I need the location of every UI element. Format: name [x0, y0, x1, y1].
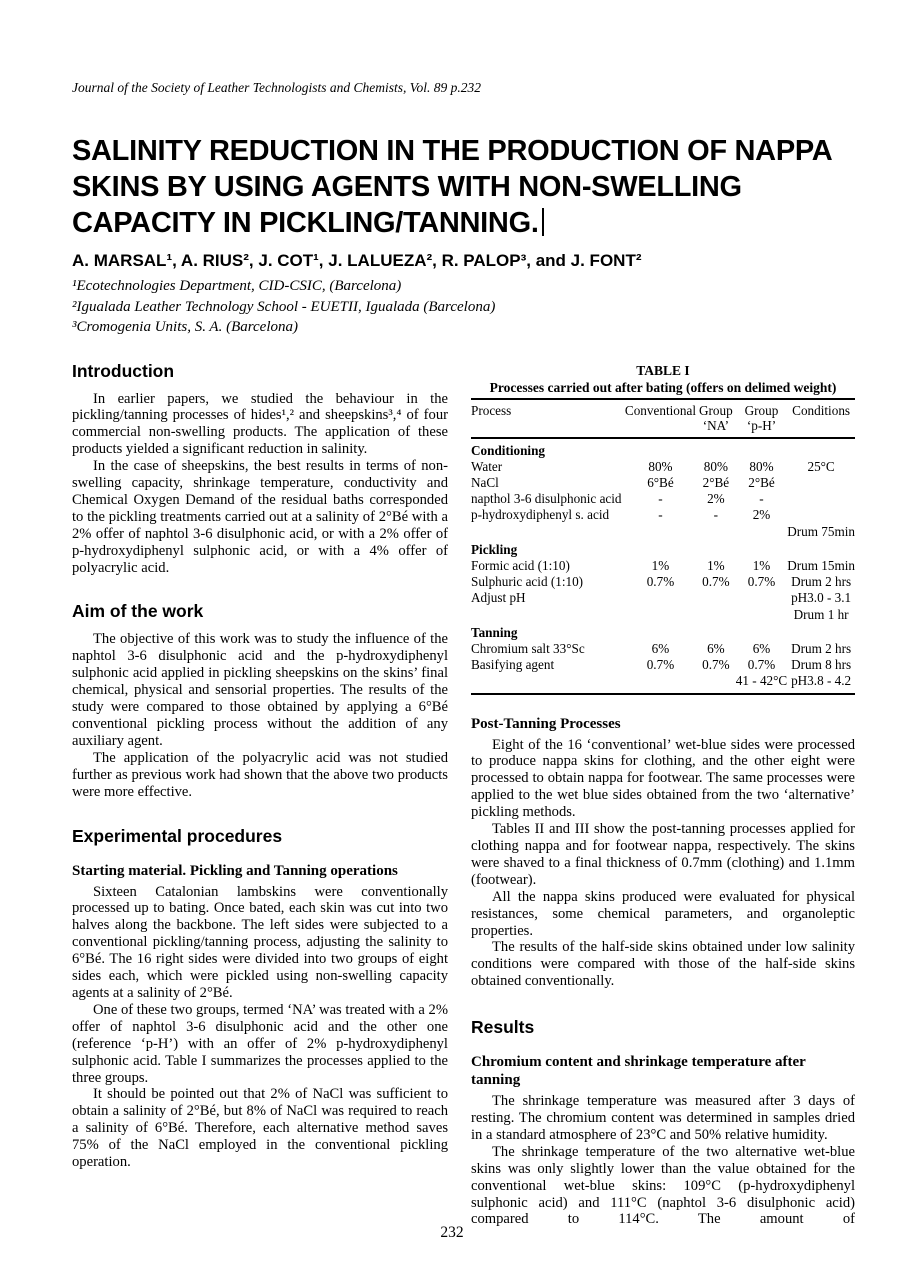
affiliation-line-2: ²Igualada Leather Technology School - EUETII, Igualada (Barcelona) — [72, 298, 496, 315]
section-heading-results: Results — [471, 1017, 535, 1038]
table-cell: - — [658, 507, 663, 523]
chromium-paragraph-1: The shrinkage temperature was measured after 3 days of resting. The chromium content was determined in samples dried in a standard atmosphere of 23°C and 50% relative humidity. — [471, 1093, 855, 1143]
table-cell: Sulphuric acid (1:10) — [471, 574, 584, 590]
starting-material-paragraph-2: One of these two groups, termed ‘NA’ was treated with a 2% offer of naphtol 3-6 disulphonic acid and the other one (reference ‘p-H’) with an offer of 2% p-hydroxydiphenyl sulphonic acid. Table I summarizes the processes applied to the three groups. — [72, 1001, 448, 1086]
column-header-group-ph-line1: Group — [744, 402, 779, 418]
introduction-paragraph-2: In the case of sheepskins, the best results in terms of non-swelling capacity, shrinkage temperature, conductivity and Chemical Oxygen Demand of the residual baths corresponded to the pickling treatments carried out at a salinity of 2°Bé with a 2% offer of naphtol 3-6 disulphonic acid, or with a 2% offer of p-hydroxydiphenyl sulphonic acid, or with a 4% offer of polyacrylic acid. — [72, 458, 448, 576]
table-cell: Drum 8 hrs — [791, 657, 852, 673]
table-cell: 0.7% — [747, 574, 776, 590]
table-cell: - — [759, 491, 764, 507]
table-cell — [736, 590, 787, 606]
subheading-post-tanning: Post-Tanning Processes — [471, 715, 621, 732]
starting-material-paragraph-3: It should be pointed out that 2% of NaCl was sufficient to obtain a salinity of 2°Bé, but 8% of NaCl was required to reach a salinity of 6°Bé. Therefore, each alternative method saves 75% of the NaCl employed in the conventional pickling operation. — [72, 1086, 448, 1171]
table-cell: Drum 15min — [787, 557, 855, 573]
table-cell: Adjust pH — [471, 590, 526, 606]
table-cell: 2% — [752, 507, 771, 523]
table-cell: - — [658, 491, 663, 507]
column-header-conventional: Conventional — [625, 399, 696, 438]
table-cell: 80% — [749, 458, 774, 474]
table-cell: p-hydroxydiphenyl s. acid — [471, 507, 610, 523]
table-cell — [787, 491, 855, 507]
table-cell: Tanning — [471, 624, 518, 640]
table-row-basifying — [471, 657, 855, 673]
table-cell: 6% — [651, 640, 670, 656]
left-column — [72, 359, 448, 1229]
table-cell: 0.7% — [702, 574, 730, 590]
subheading-chromium: Chromium content and shrinkage temperature after tanning — [471, 1054, 806, 1089]
table-cell: 2°Bé — [748, 474, 775, 490]
column-header-group-ph-line2: ‘p-H’ — [746, 417, 777, 433]
column-header-group-na-line1: Group — [699, 402, 733, 418]
table-row-adjust-ph — [471, 590, 855, 606]
table-row-chromium-salt — [471, 641, 855, 657]
table1-title: TABLE I — [636, 362, 690, 378]
table1 — [471, 398, 855, 695]
page-number: 232 — [440, 1224, 464, 1241]
table-cell: Drum 1 hr — [793, 606, 849, 622]
table-cell: pH3.8 - 4.2 — [791, 673, 852, 689]
post-tanning-paragraph-2: Tables II and III show the post-tanning processes applied for clothing nappa and for footwear nappa, respectively. The skins were shaved to a final thickness of 0.7mm (clothing) and 1.1mm (footwear). — [471, 821, 855, 888]
column-header-group-ph — [736, 399, 787, 438]
table-cell — [696, 673, 736, 693]
section-heading-introduction: Introduction — [72, 360, 175, 381]
text-cursor — [542, 208, 544, 236]
post-tanning-paragraph-4: The results of the half-side skins obtained under low salinity conditions were compared with those of the half-side skins obtained conventionally. — [471, 939, 855, 990]
table-cell: Water — [471, 458, 503, 474]
table-cell: 2°Bé — [702, 474, 730, 490]
table-cell — [471, 607, 625, 623]
table-cell: 80% — [703, 458, 728, 474]
table-cell — [787, 475, 855, 491]
subheading-starting-material: Starting material. Pickling and Tanning operations — [72, 862, 398, 879]
column-header-process: Process — [471, 399, 625, 438]
starting-material-paragraph-1: Sixteen Catalonian lambskins were conventionally processed up to bating. Once bated, each skin was cut into two halves along the backbone. The left sides were subjected to a conventional pickling/tanning process, adjusting the salinity to 6°Bé. The 16 right sides were divided into two groups of eight sides each, which were pickled using non-swelling capacity agents at a salinity of 2°Bé. — [72, 883, 448, 1001]
table-row-formic — [471, 558, 855, 574]
table-cell — [625, 607, 696, 623]
aim-paragraph-1: The objective of this work was to study the influence of the naphtol 3-6 disulphonic acid and the p-hydroxydiphenyl sulphonic acid applied in pickling sheepskins on the skins’ final chemical, physical and sensorial properties. The results of the study were compared to those obtained by applying a 6°Bé conventional pickling process without the addition of any auxiliary agent. — [72, 631, 448, 749]
table-cell — [736, 524, 787, 540]
page-content — [72, 0, 855, 1228]
table-cell: 2% — [707, 491, 725, 507]
table-cell: Drum 2 hrs — [791, 574, 852, 590]
table-cell: 1% — [752, 557, 771, 573]
table-cell: napthol 3-6 disulphonic acid — [471, 491, 622, 507]
table-cell: Chromium salt 33°Sc — [471, 640, 585, 656]
table-cell: 80% — [648, 458, 673, 474]
column-header-group-na — [696, 399, 736, 438]
table-row-drum1hr — [471, 607, 855, 623]
post-tanning-paragraph-1: Eight of the 16 ‘conventional’ wet-blue sides were processed to produce nappa skins for clothing, and the other eight were processed to obtain nappa for footwear. The same processes were applied to the wet blue sides obtained from the two ‘alternative’ pickling methods. — [471, 736, 855, 821]
table-cell: 6% — [707, 640, 725, 656]
table-cell: 6% — [752, 640, 771, 656]
table-cell: 0.7% — [747, 657, 776, 673]
journal-header: Journal of the Society of Leather Technologists and Chemists, Vol. 89 p.232 — [72, 80, 481, 95]
table-row-phydroxy — [471, 507, 855, 523]
table-cell — [736, 607, 787, 623]
affiliation-line-1: ¹Ecotechnologies Department, CID-CSIC, (Barcelona) — [72, 278, 402, 294]
table1-subtitle: Processes carried out after bating (offers on delimed weight) — [489, 379, 837, 395]
table-cell — [696, 524, 736, 540]
post-tanning-paragraph-3: All the nappa skins produced were evaluated for physical resistances, some chemical parameters, and organoleptic properties. — [471, 888, 855, 939]
page-title-text: SALINITY REDUCTION IN THE PRODUCTION OF NAPPA SKINS BY USING AGENTS WITH NON-SWELLING CAPACITY IN PICKLING/TANNING. — [72, 135, 832, 239]
table-cell: 0.7% — [646, 657, 675, 673]
table-cell: Formic acid (1:10) — [471, 557, 570, 573]
table-cell — [787, 507, 855, 523]
column-header-group-na-line2: ‘NA’ — [702, 417, 730, 433]
table-cell: Conditioning — [471, 442, 546, 458]
table-cell: 0.7% — [646, 574, 675, 590]
table-cell — [625, 524, 696, 540]
section-heading-experimental: Experimental procedures — [72, 825, 283, 846]
two-column-body — [72, 359, 855, 1229]
table-cell: 0.7% — [702, 657, 730, 673]
table-cell: 25°C — [807, 458, 835, 474]
table-row-pickling — [471, 540, 855, 558]
table-cell: NaCl — [471, 474, 499, 490]
table-cell — [471, 673, 625, 693]
table-cell — [625, 590, 696, 606]
table-cell: Basifying agent — [471, 657, 555, 673]
table-cell: Drum 75min — [787, 523, 855, 539]
table-cell: 41 - 42°C — [735, 673, 788, 689]
authors-line: A. MARSAL¹, A. RIUS², J. COT¹, J. LALUEZA², R. PALOP³, and J. FONT² — [72, 251, 642, 270]
table-cell: 1% — [707, 557, 725, 573]
section-heading-aim: Aim of the work — [72, 601, 204, 622]
table-cell: Drum 2 hrs — [791, 640, 852, 656]
table-row-drum75 — [471, 524, 855, 540]
table-row-conditioning — [471, 438, 855, 459]
table-cell — [696, 590, 736, 606]
table-cell — [625, 673, 696, 693]
table-cell: 1% — [651, 557, 670, 573]
introduction-paragraph-1: In earlier papers, we studied the behaviour in the pickling/tanning processes of hides¹,² and sheepskins³,⁴ of four commercial non-swelling products. The application of these products yielded a significant reduction in salinity. — [72, 390, 448, 458]
affiliations — [72, 276, 855, 338]
table1-header-row — [471, 399, 855, 438]
table-cell — [471, 524, 625, 540]
table-cell: - — [713, 507, 719, 523]
table-row-nacl — [471, 475, 855, 491]
table-cell — [696, 607, 736, 623]
column-header-conditions: Conditions — [787, 399, 855, 438]
table-cell: 6°Bé — [647, 474, 674, 490]
page-title — [72, 133, 855, 241]
right-column — [471, 359, 855, 1229]
table-row-sulphuric — [471, 574, 855, 590]
table-row-napthol — [471, 491, 855, 507]
chromium-paragraph-2: The shrinkage temperature of the two alternative wet-blue skins was only slightly lower than the value obtained for the conventional wet-blue skins: 109°C (p-hydroxydiphenyl sulphonic acid) and 111°C (naphtol 3-6 disulphonic acid) compared to 114°C. The amount of — [471, 1143, 855, 1228]
table-row-tanning — [471, 623, 855, 641]
table-row-water — [471, 459, 855, 475]
table-cell: Pickling — [471, 541, 518, 557]
table1-caption — [471, 362, 855, 396]
aim-paragraph-2: The application of the polyacrylic acid was not studied further as previous work had shown that the above two products were more effective. — [72, 749, 448, 800]
table-row-final-conditions — [471, 673, 855, 693]
table-cell: pH3.0 - 3.1 — [791, 590, 852, 606]
affiliation-line-3: ³Cromogenia Units, S. A. (Barcelona) — [72, 319, 299, 335]
